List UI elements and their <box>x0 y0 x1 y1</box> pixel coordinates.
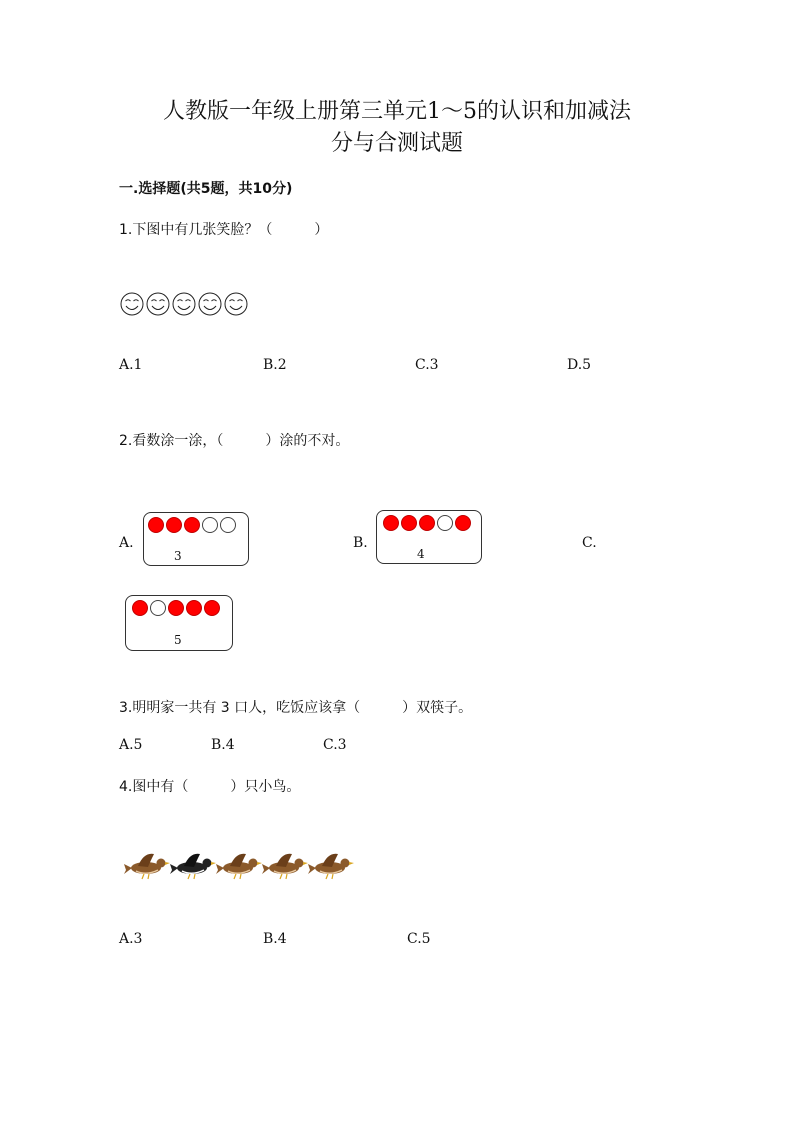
q3-option-b[interactable]: B.4 <box>211 737 235 753</box>
red-dot <box>184 517 200 533</box>
q1-option-d[interactable]: D.5 <box>567 357 592 373</box>
white-dot <box>150 600 166 616</box>
q2-option-a-number: 3 <box>174 549 182 563</box>
bird-icon <box>124 854 170 879</box>
white-dot <box>202 517 218 533</box>
q3-option-a[interactable]: A.5 <box>119 737 143 753</box>
smiley-icon <box>225 293 247 315</box>
page-title-line1: 人教版一年级上册第三单元1～5的认识和加减法 <box>163 99 631 124</box>
bird-icon <box>216 854 262 879</box>
q2-option-b-dots <box>383 515 471 531</box>
q4-option-b[interactable]: B.4 <box>263 931 287 947</box>
red-dot <box>419 515 435 531</box>
birds-image <box>122 848 358 884</box>
red-dot <box>455 515 471 531</box>
q3-option-c[interactable]: C.3 <box>323 737 347 753</box>
section-heading: 一.选择题(共5题，共10分) <box>119 181 293 197</box>
q2-option-b-box[interactable] <box>376 510 482 564</box>
q2-option-c-dots <box>132 600 220 616</box>
bird-row <box>122 848 358 888</box>
red-dot <box>186 600 202 616</box>
q4-option-c[interactable]: C.5 <box>407 931 431 947</box>
q2-option-b-label[interactable]: B. <box>353 535 368 551</box>
smiley-row <box>119 291 254 321</box>
smiley-icon <box>121 293 143 315</box>
red-dot <box>132 600 148 616</box>
q2-option-b-number: 4 <box>417 547 425 561</box>
red-dot <box>204 600 220 616</box>
bird-icon <box>170 854 216 879</box>
red-dot <box>166 517 182 533</box>
red-dot <box>168 600 184 616</box>
question-1-text: 1.下图中有几张笑脸？（ ） <box>119 222 329 238</box>
smiley-icon <box>147 293 169 315</box>
smiley-icon <box>173 293 195 315</box>
page-title-line2: 分与合测试题 <box>330 131 463 156</box>
q1-option-c[interactable]: C.3 <box>415 357 439 373</box>
red-dot <box>383 515 399 531</box>
q2-option-a-box[interactable] <box>143 512 249 566</box>
smiley-icon <box>199 293 221 315</box>
bird-icon <box>308 854 354 879</box>
q2-option-c-number: 5 <box>174 633 182 647</box>
red-dot <box>401 515 417 531</box>
q2-option-c-label[interactable]: C. <box>582 535 597 551</box>
q1-option-a[interactable]: A.1 <box>119 357 143 373</box>
question-4-text: 4.图中有（ ）只小鸟。 <box>119 779 301 795</box>
white-dot <box>437 515 453 531</box>
question-2-text: 2.看数涂一涂，（ ）涂的不对。 <box>119 433 350 449</box>
q2-option-a-dots <box>148 517 236 533</box>
question-3-text: 3.明明家一共有 3 口人，吃饭应该拿（ ）双筷子。 <box>119 700 473 716</box>
q1-option-b[interactable]: B.2 <box>263 357 287 373</box>
bird-icon <box>262 854 308 879</box>
q4-option-a[interactable]: A.3 <box>119 931 143 947</box>
red-dot <box>148 517 164 533</box>
q2-option-c-box[interactable] <box>125 595 233 651</box>
white-dot <box>220 517 236 533</box>
q2-option-a-label[interactable]: A. <box>119 535 134 551</box>
smiley-faces-image <box>119 291 254 317</box>
